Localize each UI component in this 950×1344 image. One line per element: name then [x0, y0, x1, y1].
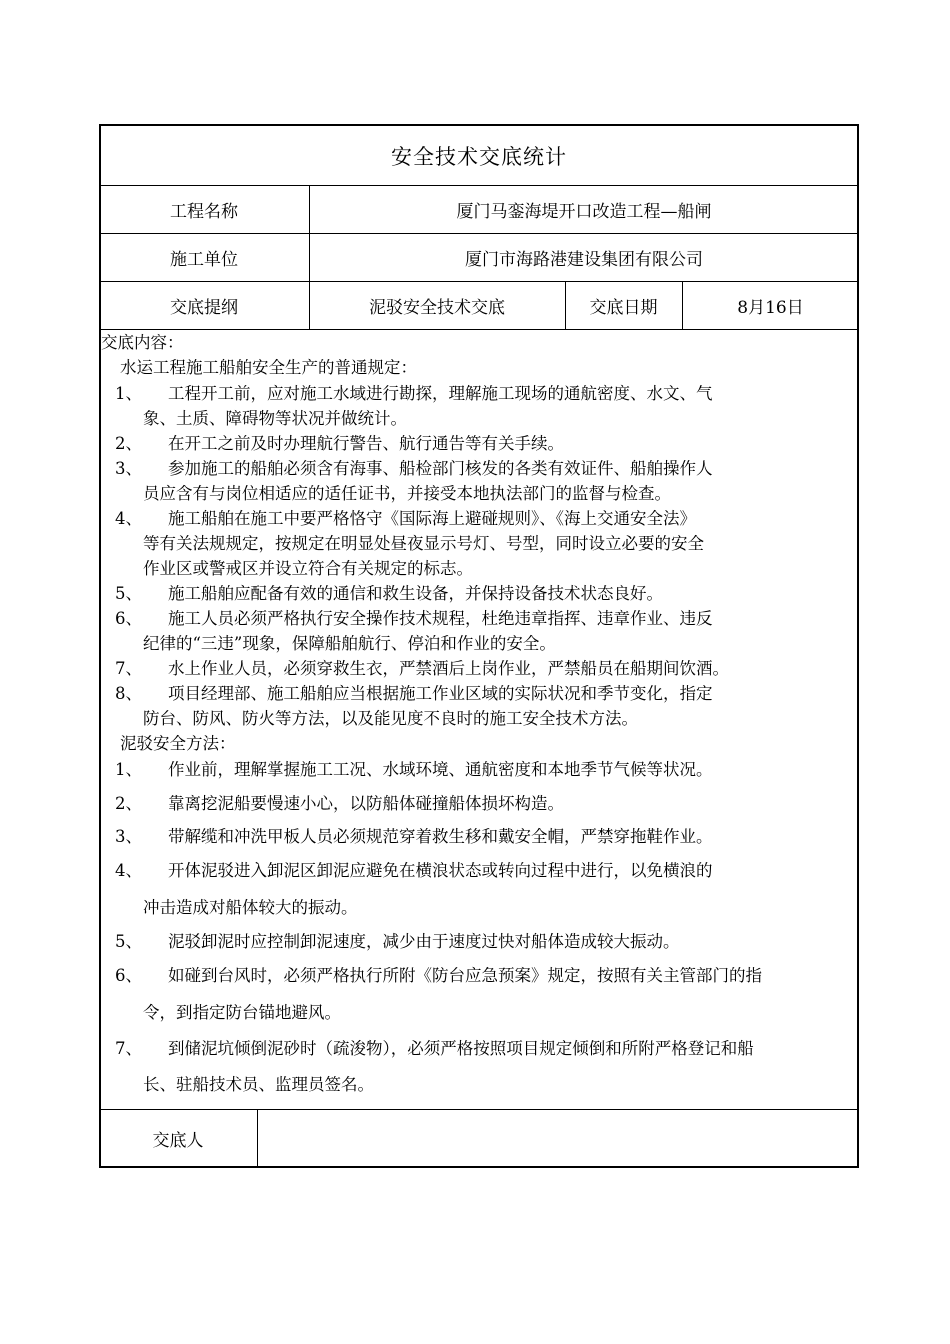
briefing-date-value: 8月16日 [737, 297, 804, 318]
item-line: 令，到指定防台锚地避风。 [143, 1003, 341, 1022]
item-line: 水上作业人员，必须穿救生衣，严禁酒后上岗作业，严禁船员在船期间饮酒。 [168, 659, 729, 678]
construction-unit-value: 厦门市海路港建设集团有限公司 [465, 249, 703, 270]
section-title: 水运工程施工船舶安全生产的普通规定： [120, 358, 417, 377]
item-number: 1、 [115, 384, 142, 403]
item-number: 3、 [115, 459, 142, 478]
item-number: 2、 [115, 434, 142, 453]
outline-value: 泥驳安全技术交底 [369, 297, 505, 318]
content-heading: 交底内容： [101, 333, 184, 352]
item-line: 在开工之前及时办理航行警告、航行通告等有关手续。 [168, 434, 564, 453]
item-line: 到储泥坑倾倒泥砂时（疏浚物），必须严格按照项目规定倾倒和所附严格登记和船 [168, 1039, 754, 1058]
item-line: 长、驻船技术员、监理员签名。 [143, 1075, 374, 1094]
form-title: 安全技术交底统计 [391, 144, 567, 169]
item-line: 项目经理部、施工船舶应当根据施工作业区域的实际状况和季节变化，指定 [168, 684, 713, 703]
item-line: 开体泥驳进入卸泥区卸泥应避免在横浪状态或转向过程中进行，以免横浪的 [168, 861, 713, 880]
item-number: 6、 [115, 966, 142, 985]
item-line: 作业前，理解掌握施工工况、水域环境、通航密度和本地季节气候等状况。 [168, 760, 713, 779]
row-divider [99, 329, 859, 330]
item-number: 2、 [115, 794, 142, 813]
item-number: 5、 [115, 584, 142, 603]
item-line: 施工船舶在施工中要严格恪守《国际海上避碰规则》、《海上交通安全法》 [168, 509, 696, 528]
item-line: 象、土质、障碍物等状况并做统计。 [143, 409, 407, 428]
item-line: 施工人员必须严格执行安全操作技术规程，杜绝违章指挥、违章作业、违反 [168, 609, 713, 628]
item-line: 如碰到台风时，必须严格执行所附《防台应急预案》规定，按照有关主管部门的指 [168, 966, 762, 985]
item-number: 4、 [115, 861, 142, 880]
item-number: 7、 [115, 1039, 142, 1058]
item-line: 作业区或警戒区并设立符合有关规定的标志。 [143, 559, 473, 578]
signer-label: 交底人 [152, 1131, 204, 1151]
item-number: 3、 [115, 827, 142, 846]
item-line: 员应含有与岗位相适应的适任证书，并接受本地执法部门的监督与检查。 [143, 484, 671, 503]
item-line: 冲击造成对船体较大的振动。 [143, 898, 358, 917]
briefing-date-label: 交底日期 [589, 297, 658, 318]
project-name-value: 厦门马銮海堤开口改造工程—船闸 [456, 201, 712, 222]
item-line: 施工船舶应配备有效的通信和救生设备，并保持设备技术状态良好。 [168, 584, 663, 603]
construction-unit-label: 施工单位 [170, 249, 238, 270]
item-number: 4、 [115, 509, 142, 528]
item-line: 工程开工前，应对施工水域进行勘探，理解施工现场的通航密度、水文、气 [168, 384, 713, 403]
item-line: 带解缆和冲洗甲板人员必须规范穿着救生移和戴安全帽，严禁穿拖鞋作业。 [168, 827, 713, 846]
item-number: 5、 [115, 932, 142, 951]
project-name-label: 工程名称 [170, 201, 238, 222]
section-title: 泥驳安全方法： [120, 734, 236, 753]
item-line: 纪律的“三违”现象，保障船舶航行、停泊和作业的安全。 [143, 634, 556, 653]
item-line: 等有关法规规定，按规定在明显处昼夜显示号灯、号型，同时设立必要的安全 [143, 534, 704, 553]
item-line: 参加施工的船舶必须含有海事、船检部门核发的各类有效证件、船舶操作人 [168, 459, 713, 478]
item-number: 8、 [115, 684, 142, 703]
item-number: 6、 [115, 609, 142, 628]
item-number: 7、 [115, 659, 142, 678]
item-line: 靠离挖泥船要慢速小心，以防船体碰撞船体损坏构造。 [168, 794, 564, 813]
item-number: 1、 [115, 760, 142, 779]
item-line: 泥驳卸泥时应控制卸泥速度，减少由于速度过快对船体造成较大振动。 [168, 932, 680, 951]
outline-label: 交底提纲 [170, 297, 238, 318]
item-line: 防台、防风、防火等方法，以及能见度不良时的施工安全技术方法。 [143, 709, 638, 728]
signer-field[interactable] [257, 1109, 859, 1168]
